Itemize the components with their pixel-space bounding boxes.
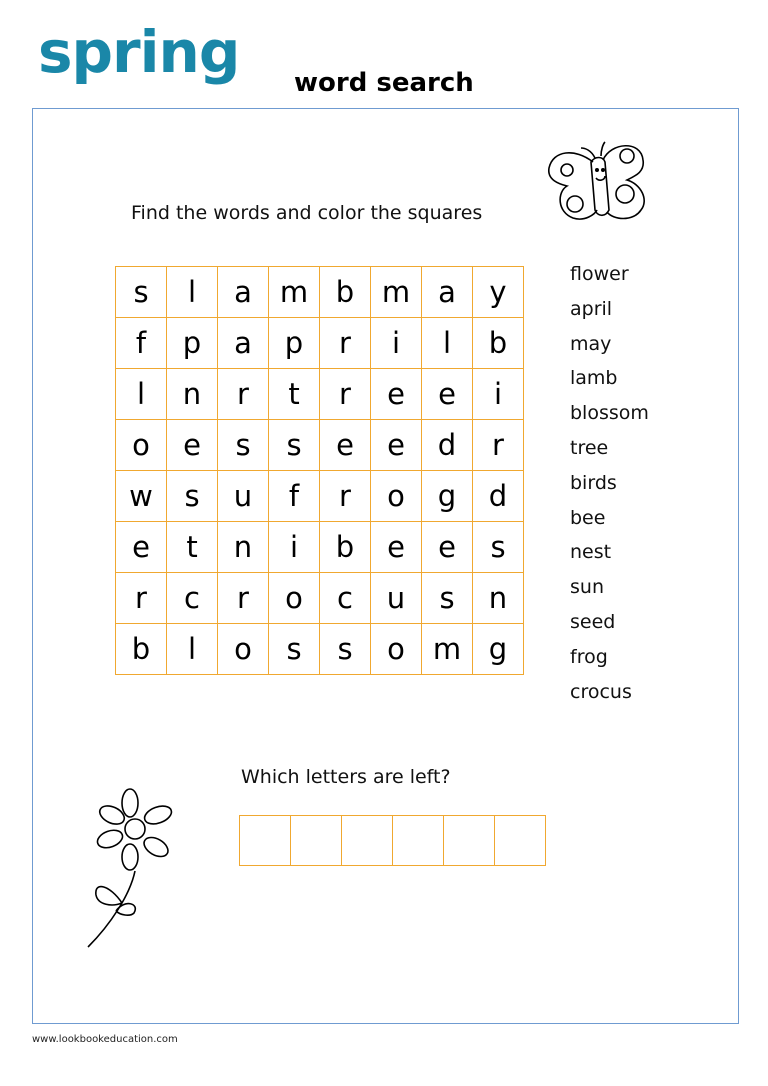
grid-cell[interactable]: r [116, 573, 167, 624]
grid-cell[interactable]: g [422, 471, 473, 522]
answer-box[interactable] [393, 815, 444, 866]
grid-cell[interactable]: s [422, 573, 473, 624]
page-subtitle: word search [294, 68, 474, 98]
grid-cell[interactable]: b [320, 267, 371, 318]
grid-cell[interactable]: m [371, 267, 422, 318]
page-title: spring [38, 18, 240, 86]
grid-cell[interactable]: e [371, 420, 422, 471]
word-list-item: crocus [570, 680, 632, 703]
grid-cell[interactable]: l [167, 624, 218, 675]
grid-cell[interactable]: o [371, 624, 422, 675]
grid-cell[interactable]: b [116, 624, 167, 675]
grid-cell[interactable]: y [473, 267, 524, 318]
grid-cell[interactable]: r [473, 420, 524, 471]
grid-cell[interactable]: s [269, 624, 320, 675]
grid-cell[interactable]: n [218, 522, 269, 573]
grid-cell[interactable]: c [167, 573, 218, 624]
answer-boxes [239, 815, 546, 866]
grid-cell[interactable]: s [269, 420, 320, 471]
word-list-item: lamb [570, 367, 618, 390]
word-list-item: blossom [570, 402, 649, 425]
grid-cell[interactable]: f [116, 318, 167, 369]
footer-url: www.lookbookeducation.com [32, 1034, 178, 1045]
grid-cell[interactable]: n [167, 369, 218, 420]
grid-cell[interactable]: l [167, 267, 218, 318]
grid-cell[interactable]: t [269, 369, 320, 420]
grid-cell[interactable]: f [269, 471, 320, 522]
word-list [570, 262, 649, 714]
word-list-item: flower [570, 263, 629, 285]
answer-box[interactable] [444, 815, 495, 866]
butterfly-icon [545, 140, 655, 230]
word-list-item: seed [570, 610, 616, 633]
grid-cell[interactable]: p [167, 318, 218, 369]
instruction-text: Find the words and color the squares [131, 202, 483, 224]
grid-cell[interactable]: e [167, 420, 218, 471]
grid-cell[interactable]: o [269, 573, 320, 624]
grid-cell[interactable]: u [371, 573, 422, 624]
grid-cell[interactable]: e [371, 522, 422, 573]
grid-cell[interactable]: s [167, 471, 218, 522]
grid-cell[interactable]: l [422, 318, 473, 369]
grid-cell[interactable]: m [422, 624, 473, 675]
grid-cell[interactable]: s [473, 522, 524, 573]
grid-cell[interactable]: u [218, 471, 269, 522]
grid-cell[interactable]: i [371, 318, 422, 369]
grid-cell[interactable]: s [116, 267, 167, 318]
answer-box[interactable] [495, 815, 546, 866]
grid-cell[interactable]: o [116, 420, 167, 471]
grid-cell[interactable]: n [473, 573, 524, 624]
grid-cell[interactable]: o [371, 471, 422, 522]
grid-cell[interactable]: s [320, 624, 371, 675]
grid-cell[interactable]: a [218, 267, 269, 318]
answer-box[interactable] [342, 815, 393, 866]
grid-cell[interactable]: r [320, 369, 371, 420]
question-text: Which letters are left? [241, 766, 451, 788]
grid-cell[interactable]: l [116, 369, 167, 420]
word-list-item: sun [570, 576, 604, 599]
grid-cell[interactable]: e [371, 369, 422, 420]
grid-cell[interactable]: p [269, 318, 320, 369]
grid-cell[interactable]: b [320, 522, 371, 573]
grid-cell[interactable]: r [320, 318, 371, 369]
word-list-item: april [570, 297, 613, 320]
grid-cell[interactable]: m [269, 267, 320, 318]
word-list-item: birds [570, 471, 617, 494]
grid-cell[interactable]: e [320, 420, 371, 471]
grid-cell[interactable]: e [422, 369, 473, 420]
word-search-grid [115, 266, 524, 675]
grid-cell[interactable]: e [422, 522, 473, 573]
word-list-item: frog [570, 645, 608, 668]
grid-cell[interactable]: r [218, 573, 269, 624]
word-list-item: nest [570, 541, 612, 564]
flower-icon [80, 785, 190, 955]
grid-cell[interactable]: b [473, 318, 524, 369]
grid-cell[interactable]: a [422, 267, 473, 318]
grid-cell[interactable]: i [473, 369, 524, 420]
answer-box[interactable] [291, 815, 342, 866]
grid-cell[interactable]: a [218, 318, 269, 369]
grid-cell[interactable]: s [218, 420, 269, 471]
grid-cell[interactable]: c [320, 573, 371, 624]
grid-cell[interactable]: o [218, 624, 269, 675]
word-list-item: may [570, 332, 612, 355]
grid-cell[interactable]: t [167, 522, 218, 573]
grid-cell[interactable]: w [116, 471, 167, 522]
grid-cell[interactable]: i [269, 522, 320, 573]
grid-cell[interactable]: g [473, 624, 524, 675]
grid-cell[interactable]: d [473, 471, 524, 522]
word-list-item: bee [570, 506, 606, 529]
grid-cell[interactable]: e [116, 522, 167, 573]
word-list-item: tree [570, 436, 609, 459]
answer-box[interactable] [240, 815, 291, 866]
grid-cell[interactable]: d [422, 420, 473, 471]
grid-cell[interactable]: r [218, 369, 269, 420]
grid-cell[interactable]: r [320, 471, 371, 522]
